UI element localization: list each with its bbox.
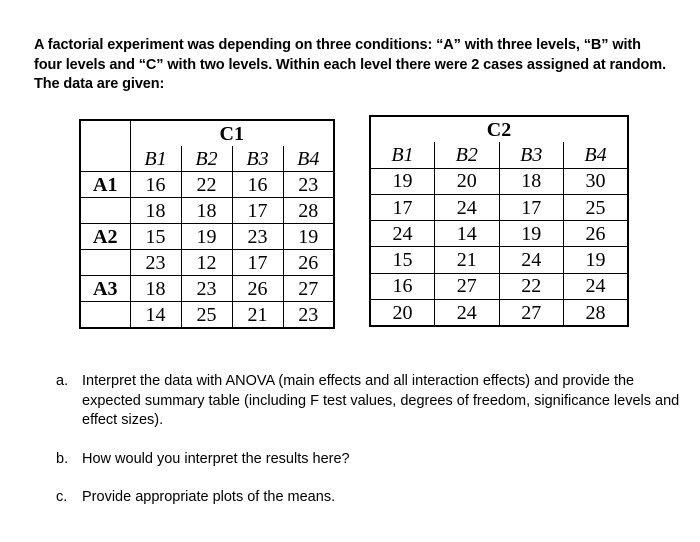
data-cell: 19	[564, 247, 629, 273]
data-cell: 24	[564, 273, 629, 299]
table-row	[80, 198, 334, 224]
data-cell: 17	[232, 250, 283, 276]
data-cell: 21	[232, 302, 283, 329]
column-header: B2	[181, 146, 232, 172]
data-cell: 16	[370, 273, 435, 299]
data-cell: 22	[181, 172, 232, 198]
data-cell: 14	[130, 302, 181, 329]
question-text: Provide appropriate plots of the means.	[82, 489, 336, 505]
question-item	[56, 488, 686, 508]
question-text: Interpret the data with ANOVA (main effects and all interaction effects) and provide the expected summary table (including F test values, degrees of freedom, significance levels and effect sizes).	[82, 373, 680, 428]
data-cell: 24	[435, 194, 500, 220]
data-cell: 19	[181, 224, 232, 250]
data-cell: 17	[370, 194, 435, 220]
data-cell: 24	[370, 221, 435, 247]
question-item	[56, 450, 686, 470]
column-header: B3	[499, 142, 564, 168]
data-cell: 23	[283, 302, 334, 329]
data-cell: 22	[499, 273, 564, 299]
data-cell: 27	[435, 273, 500, 299]
question-marker: b.	[56, 450, 69, 467]
corner-cell	[80, 120, 130, 146]
data-cell: 17	[499, 194, 564, 220]
data-cell: 23	[232, 224, 283, 250]
data-cell: 26	[564, 221, 629, 247]
column-header: B4	[564, 142, 629, 168]
data-cell: 14	[435, 221, 500, 247]
row-label	[80, 198, 130, 224]
data-cell: 23	[130, 250, 181, 276]
data-cell: 19	[370, 168, 435, 194]
intro-line-1: A factorial experiment was depending on three conditions: “A” with three levels, “B” with	[34, 37, 641, 53]
data-cell: 18	[499, 168, 564, 194]
data-cell: 17	[232, 198, 283, 224]
row-label: A2	[80, 224, 130, 250]
question-item	[56, 372, 686, 431]
data-cell: 20	[370, 300, 435, 327]
data-cell: 25	[181, 302, 232, 329]
problem-statement	[34, 36, 684, 95]
data-cell: 27	[283, 276, 334, 302]
data-cell: 24	[499, 247, 564, 273]
table-row	[370, 300, 628, 327]
data-cell: 18	[181, 198, 232, 224]
table-row	[370, 168, 628, 194]
data-cell: 19	[499, 221, 564, 247]
column-header: B4	[283, 146, 334, 172]
table-row	[370, 194, 628, 220]
column-header: B1	[130, 146, 181, 172]
table-row	[370, 221, 628, 247]
data-cell: 23	[283, 172, 334, 198]
data-cell: 23	[181, 276, 232, 302]
table-row	[80, 250, 334, 276]
table-row	[370, 273, 628, 299]
data-cell: 26	[232, 276, 283, 302]
corner-cell	[80, 146, 130, 172]
column-header: B1	[370, 142, 435, 168]
intro-line-2: four levels and “C” with two levels. Within each level there were 2 cases assigned at random.	[34, 56, 667, 73]
intro-line-3: The data are given:	[34, 76, 165, 92]
row-label	[80, 302, 130, 329]
column-header: B2	[435, 142, 500, 168]
row-label	[80, 250, 130, 276]
question-list	[56, 372, 686, 527]
data-cell: 30	[564, 168, 629, 194]
row-label: A3	[80, 276, 130, 302]
table-c1-title: C1	[130, 120, 334, 146]
data-cell: 21	[435, 247, 500, 273]
table-row	[80, 224, 334, 250]
question-marker: a.	[56, 373, 69, 389]
data-cell: 12	[181, 250, 232, 276]
data-cell: 18	[130, 198, 181, 224]
data-cell: 16	[232, 172, 283, 198]
data-cell: 27	[499, 300, 564, 327]
table-c2	[369, 115, 629, 327]
table-row	[80, 302, 334, 329]
question-text: How would you interpret the results here?	[82, 450, 350, 467]
row-label: A1	[80, 172, 130, 198]
data-cell: 15	[130, 224, 181, 250]
data-cell: 26	[283, 250, 334, 276]
data-cell: 16	[130, 172, 181, 198]
column-header: B3	[232, 146, 283, 172]
table-row	[370, 247, 628, 273]
table-c1	[79, 119, 335, 329]
data-cell: 28	[283, 198, 334, 224]
data-cell: 25	[564, 194, 629, 220]
table-c2-title: C2	[370, 116, 628, 142]
data-cell: 24	[435, 300, 500, 327]
table-row	[80, 172, 334, 198]
data-cell: 15	[370, 247, 435, 273]
data-cell: 28	[564, 300, 629, 327]
data-cell: 19	[283, 224, 334, 250]
question-marker: c.	[56, 489, 68, 505]
data-cell: 20	[435, 168, 500, 194]
data-cell: 18	[130, 276, 181, 302]
table-row	[80, 276, 334, 302]
